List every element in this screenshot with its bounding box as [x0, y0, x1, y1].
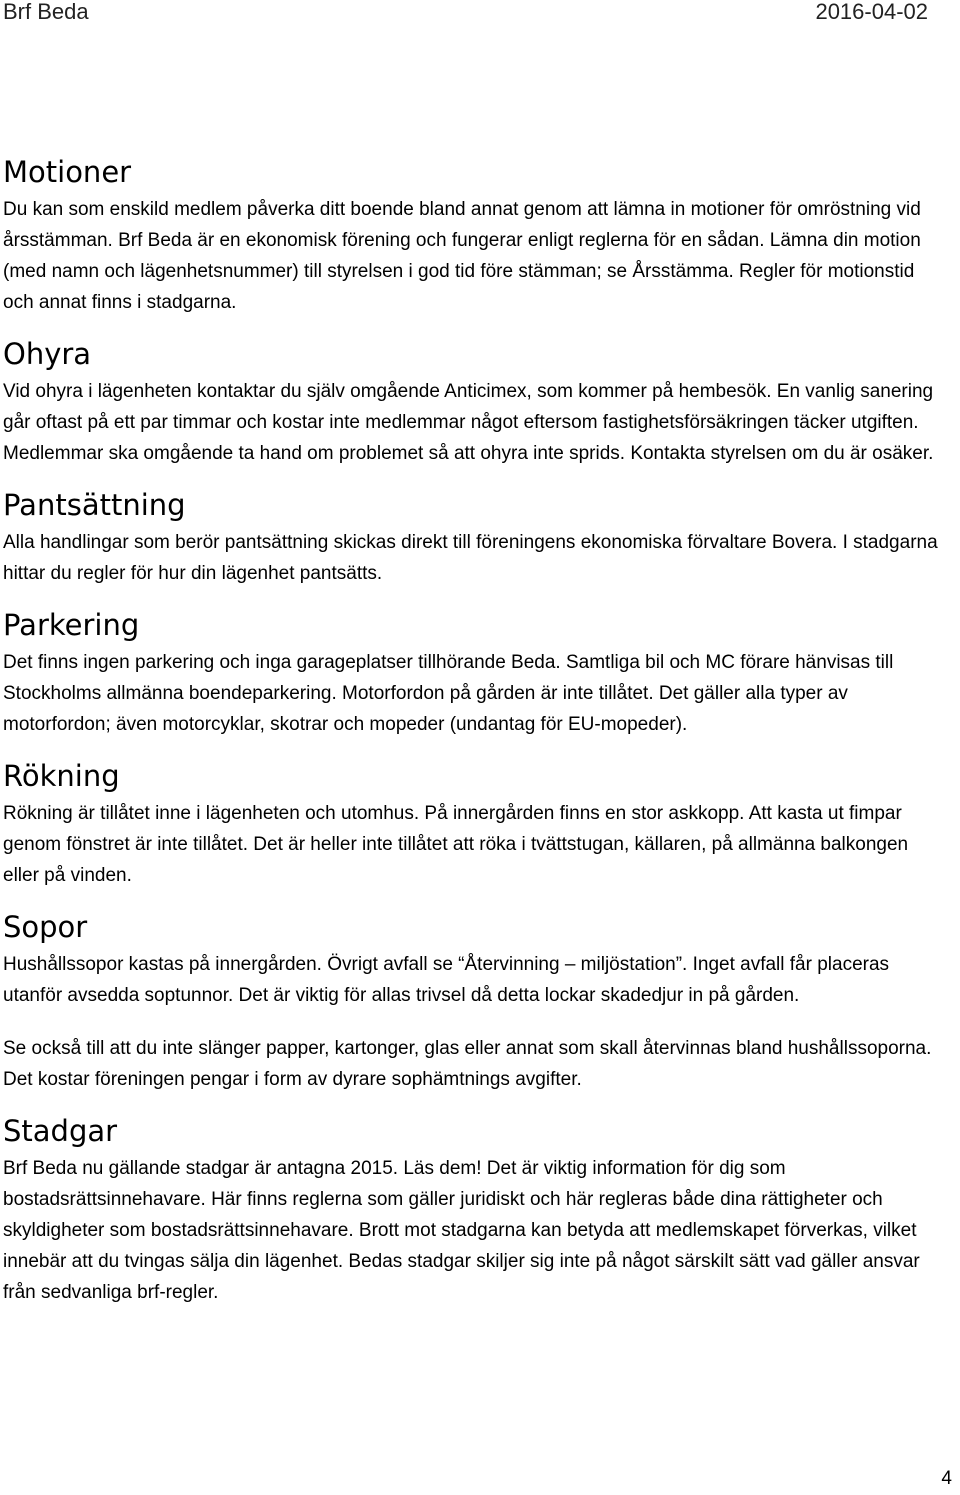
section-paragraph: Rökning är tillåtet inne i lägenheten och utomhus. På innergården finns en stor askkopp. Att kasta ut fimpar genom fönstret är inte tillåtet. Det är heller inte tillåtet att röka i tvättstugan, källaren, på allmänna balkongen eller på vinden. [3, 803, 909, 886]
section-paragraph: Brf Beda nu gällande stadgar är antagna 2015. Läs dem! Det är viktig information för dig som bostadsrättsinnehavare. Här finns reglerna som gäller juridiskt och här regleras både dina rättigheter och skyldigheter som bostadsrättsinnehavare. Brott mot stadgarna kan betyda att medlemskapet förverkas, vilket innebär att du tvingas sälja din lägenhet. Bedas stadgar skiljer sig inte på något särskilt sätt vad gäller ansvar från sedvanliga brf-regler. [3, 1158, 920, 1303]
section-ohyra [3, 334, 938, 469]
header-date: 2016-04-02 [815, 0, 928, 24]
section-paragraph: Det finns ingen parkering och inga garageplatser tillhörande Beda. Samtliga bil och MC förare hänvisas till Stockholms allmänna boendeparkering. Motorfordon på gården är inte tillåtet. Det gäller alla typer av motorfordon; även motorcyklar, skotrar och mopeder (undantag för EU-mopeder). [3, 652, 894, 735]
section-motioner [3, 152, 938, 318]
section-heading: Stadgar [3, 1114, 118, 1148]
section-heading: Sopor [3, 910, 88, 944]
section-paragraph: Se också till att du inte slänger papper, kartonger, glas eller annat som skall återvinnas bland hushållssoporna. Det kostar föreningen pengar i form av dyrare sophämtnings avgifter. [3, 1038, 932, 1090]
section-pantsattning [3, 485, 938, 589]
section-heading: Ohyra [3, 337, 92, 371]
page-content [3, 152, 938, 1308]
section-paragraph: Alla handlingar som berör pantsättning skickas direkt till föreningens ekonomiska förvaltare Bovera. I stadgarna hittar du regler för hur din lägenhet pantsätts. [3, 532, 938, 584]
page-number: 4 [941, 1468, 952, 1489]
section-paragraph: Hushållssopor kastas på innergården. Övrigt avfall se “Återvinning – miljöstation”. Inget avfall får placeras utanför avsedda soptunnor. Det är viktig för allas trivsel då detta lockar skadedjur in på gården. [3, 954, 890, 1006]
section-sopor [3, 907, 938, 1095]
section-heading: Rökning [3, 759, 120, 793]
section-heading: Pantsättning [3, 488, 186, 522]
section-paragraph: Du kan som enskild medlem påverka ditt boende bland annat genom att lämna in motioner för omröstning vid årsstämman. Brf Beda är en ekonomisk förening och fungerar enligt reglerna för en sådan. Lämna din motion (med namn och lägenhetsnummer) till styrelsen i god tid före stämman; se Årsstämma. Regler för motionstid och annat finns i stadgarna. [3, 199, 921, 313]
section-rokning [3, 756, 938, 891]
section-parkering [3, 605, 938, 740]
section-heading: Motioner [3, 155, 132, 189]
section-heading: Parkering [3, 608, 140, 642]
section-paragraph: Vid ohyra i lägenheten kontaktar du själv omgående Anticimex, som kommer på hembesök. En vanlig sanering går oftast på ett par timmar och kostar inte medlemmar något eftersom fastighetsförsäkringen täcker utgiften. Medlemmar ska omgående ta hand om problemet så att ohyra inte sprids. Kontakta styrelsen om du är osäker. [3, 381, 934, 464]
header-site-name: Brf Beda [3, 0, 89, 24]
section-stadgar [3, 1111, 938, 1308]
